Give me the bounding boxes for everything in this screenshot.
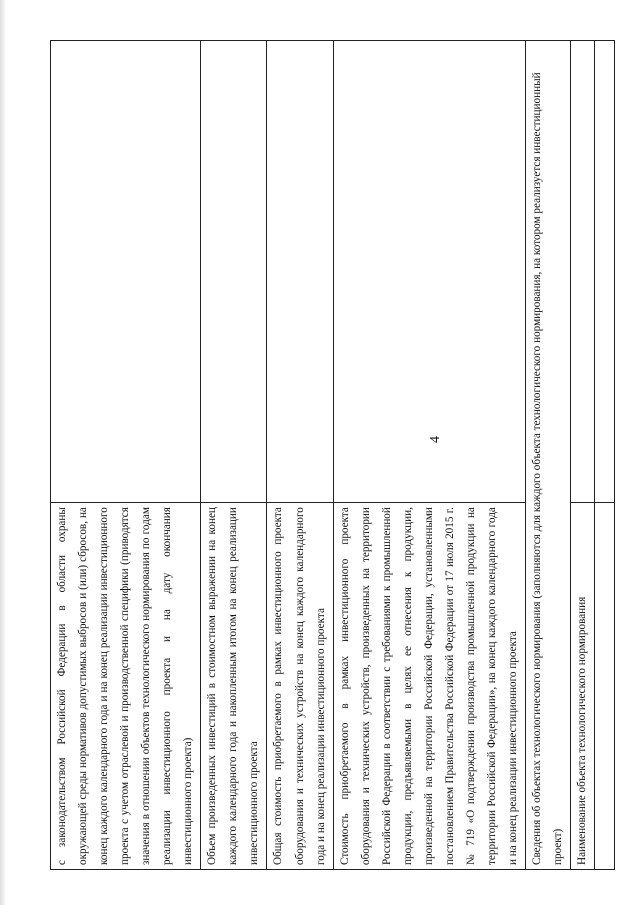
section-title: Сведения об объектах технологического нормирования (заполняются для каждого объекта технологического нормирования, на котором реализуется инвестиционный проект) <box>526 41 571 870</box>
empty-cell <box>595 503 615 870</box>
table-row <box>201 41 267 870</box>
page-number: 4 <box>428 436 443 443</box>
row-value-field[interactable] <box>333 41 525 503</box>
scan-edge <box>0 0 6 905</box>
row-value-field[interactable] <box>571 41 595 503</box>
form-table <box>50 40 615 870</box>
table-row <box>333 41 525 870</box>
row-label: Объем произведенных инвестиций в стоимостном выражении на конец каждого календарного года и накопленным итогом на конец реализации инвестиционного проекта <box>201 503 267 870</box>
row-value-field[interactable] <box>267 41 333 503</box>
table-row <box>267 41 333 870</box>
row-label: Наименование объекта технологического нормирования <box>571 503 595 870</box>
empty-cell <box>595 41 615 503</box>
table-row <box>571 41 595 870</box>
row-label: Стоимость приобретаемого в рамках инвестиционного проекта оборудования и технических устройств, произведенных на территории Российской Федерации в соответствии с требованиями к промышленной продукции, предъявляемыми в целях ее отнесения к продукции, произведенной на территории Российской Федерации, установленными постановлением Правительства Российской Федерации от 17 июля 2015 г. № 719 «О подтверждении производства промышленной продукции на территории Российской Федерации», на конец каждого календарного года и на конец реализации инвестиционного проекта <box>333 503 525 870</box>
table-row-empty <box>595 41 615 870</box>
row-value-field[interactable] <box>51 41 201 503</box>
row-label: Общая стоимость приобретаемого в рамках инвестиционного проекта оборудования и технических устройств на конец каждого календарного года и на конец реализации инвестиционного проекта <box>267 503 333 870</box>
section-header-row <box>526 41 571 870</box>
table-row <box>51 41 201 870</box>
rotated-document <box>50 40 589 870</box>
row-label: с законодательством Российской Федерации в области охраны окружающей среды нормативов допустимых выбросов и (или) сбросов, на конец каждого календарного года и на конец реализации инвестиционного проекта с учетом отраслевой и производственной специфики (приводятся значения в отношении объектов технологического нормирования по годам реализации инвестиционного проекта и на дату окончания инвестиционного проекта) <box>51 503 201 870</box>
row-value-field[interactable] <box>201 41 267 503</box>
